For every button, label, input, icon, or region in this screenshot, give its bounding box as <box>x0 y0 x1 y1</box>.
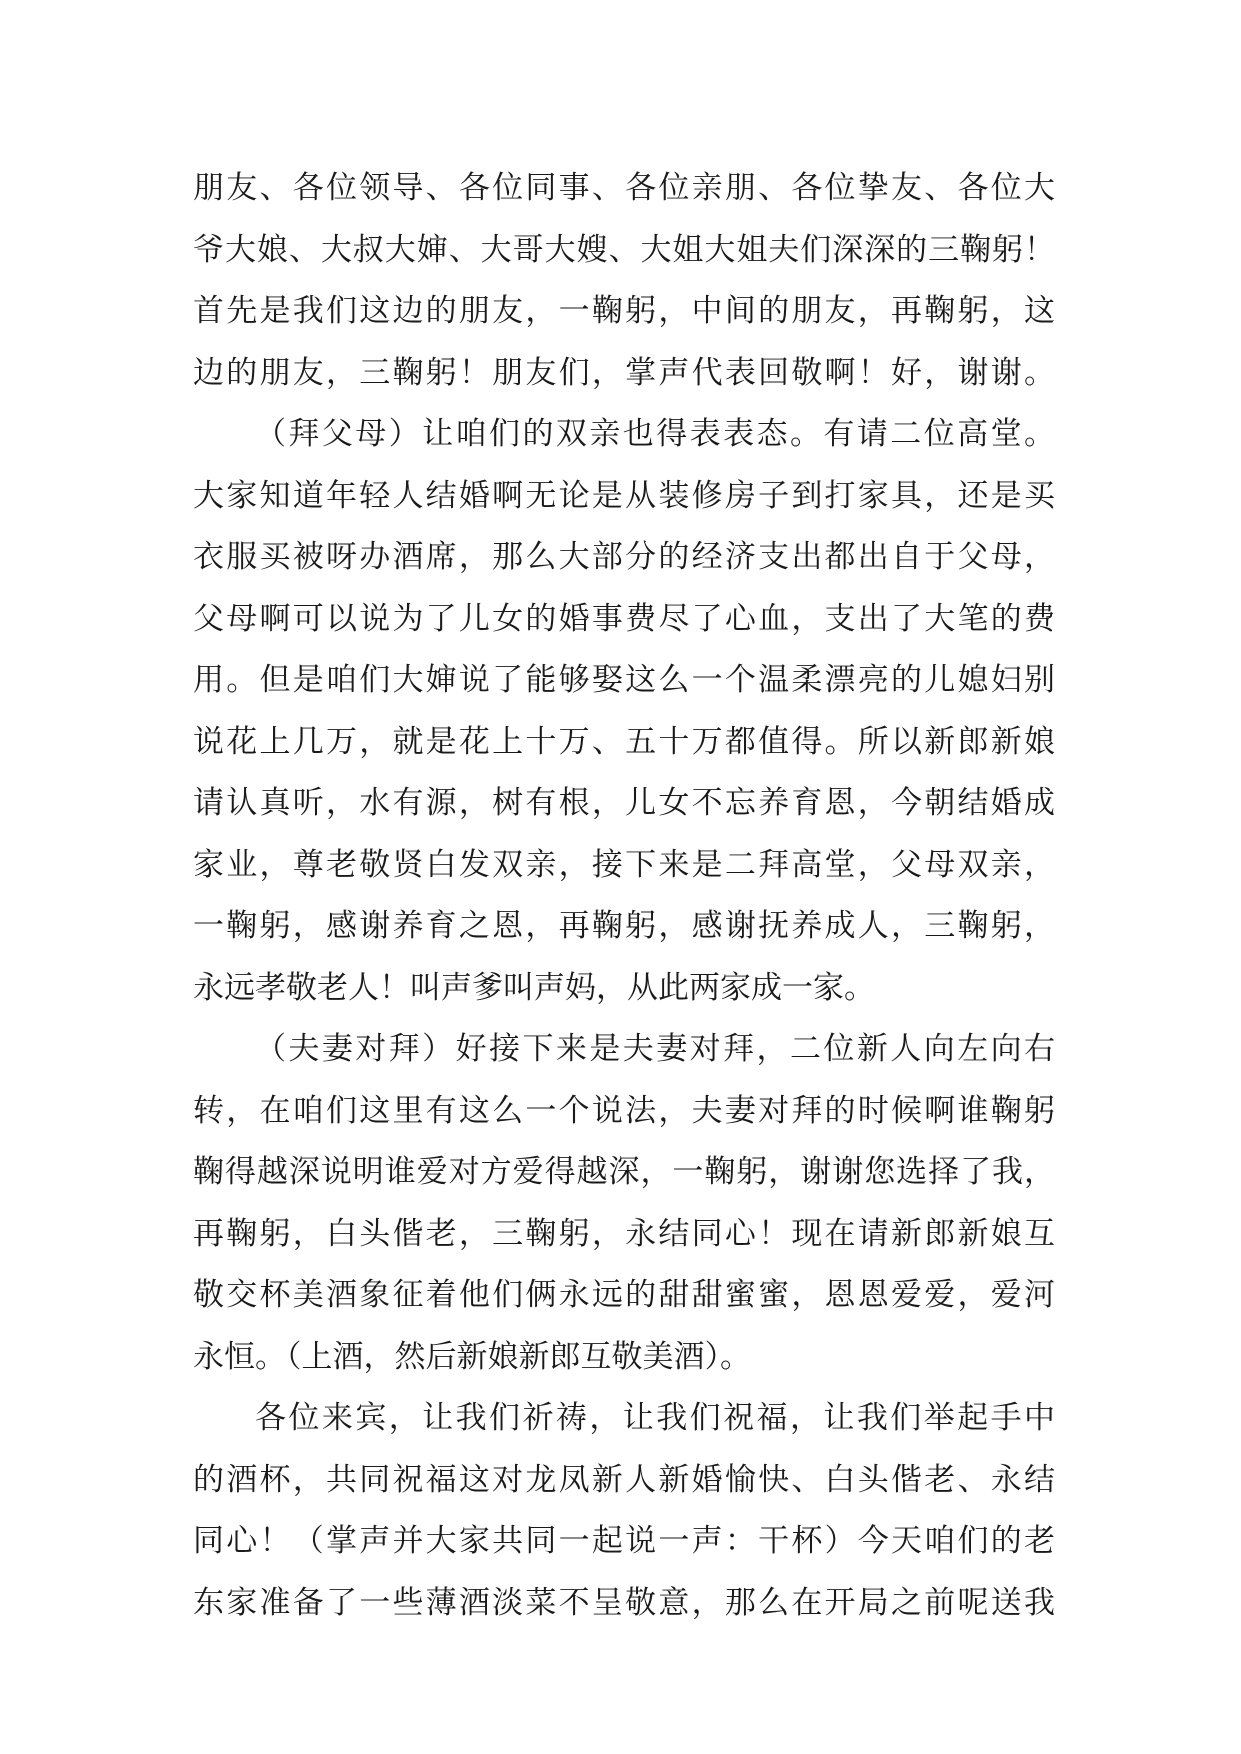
text-line: 衣服买被呀办酒席，那么大部分的经济支出都出自于父母， <box>193 539 1055 575</box>
text-line: 父母啊可以说为了儿女的婚事费尽了心血，支出了大笔的费 <box>193 600 1055 637</box>
text-line: 家业，尊老敬贤白发双亲，接下来是二拜高堂，父母双亲， <box>193 846 1055 883</box>
paragraph-last-line: 永远孝敬老人！叫声爹叫声妈，从此两家成一家。 <box>193 969 875 1006</box>
text-line: 一鞠躬，感谢养育之恩，再鞠躬，感谢抚养成人，三鞠躬， <box>193 908 1055 944</box>
paragraph-first-line: 各位来宾，让我们祈祷，让我们祝福，让我们举起手中 <box>255 1400 1055 1436</box>
paragraph-first-line: （夫妻对拜）好接下来是夫妻对拜，二位新人向左向右 <box>255 1031 1055 1067</box>
text-line: 爷大娘、大叔大婶、大哥大嫂、大姐大姐夫们深深的三鞠躬！ <box>193 231 1055 268</box>
text-line: 东家准备了一些薄酒淡菜不呈敬意，那么在开局之前呢送我 <box>193 1584 1055 1621</box>
text-line: 再鞠躬，白头偕老，三鞠躬，永结同心！现在请新郎新娘互 <box>193 1215 1055 1252</box>
text-line: 用。但是咱们大婶说了能够娶这么一个温柔漂亮的儿媳妇别 <box>193 662 1055 698</box>
paragraph-last-line: 永恒。（上酒，然后新娘新郎互敬美酒）。 <box>193 1338 751 1375</box>
text-line: 边的朋友，三鞠躬！朋友们，掌声代表回敬啊！好，谢谢。 <box>193 354 1055 391</box>
text-line: 朋友、各位领导、各位同事、各位亲朋、各位挚友、各位大 <box>193 170 1055 206</box>
text-line: 大家知道年轻人结婚啊无论是从装修房子到打家具，还是买 <box>193 477 1055 514</box>
text-line: 同心！（掌声并大家共同一起说一声：干杯）今天咱们的老 <box>193 1523 1055 1559</box>
paragraph-first-line: （拜父母）让咱们的双亲也得表表态。有请二位高堂。 <box>255 416 1055 452</box>
text-line: 鞠得越深说明谁爱对方爱得越深，一鞠躬，谢谢您选择了我， <box>193 1154 1055 1190</box>
text-line: 首先是我们这边的朋友，一鞠躬，中间的朋友，再鞠躬，这 <box>193 293 1055 329</box>
text-line: 说花上几万，就是花上十万、五十万都值得。所以新郎新娘 <box>193 723 1055 760</box>
text-line: 的酒杯，共同祝福这对龙凤新人新婚愉快、白头偕老、永结 <box>193 1461 1055 1498</box>
body-text <box>193 158 1055 1634</box>
text-line: 请认真听，水有源，树有根，儿女不忘养育恩，今朝结婚成 <box>193 785 1055 821</box>
text-line: 转，在咱们这里有这么一个说法，夫妻对拜的时候啊谁鞠躬 <box>193 1092 1055 1129</box>
text-line: 敬交杯美酒象征着他们俩永远的甜甜蜜蜜，恩恩爱爱，爱河 <box>193 1277 1055 1313</box>
